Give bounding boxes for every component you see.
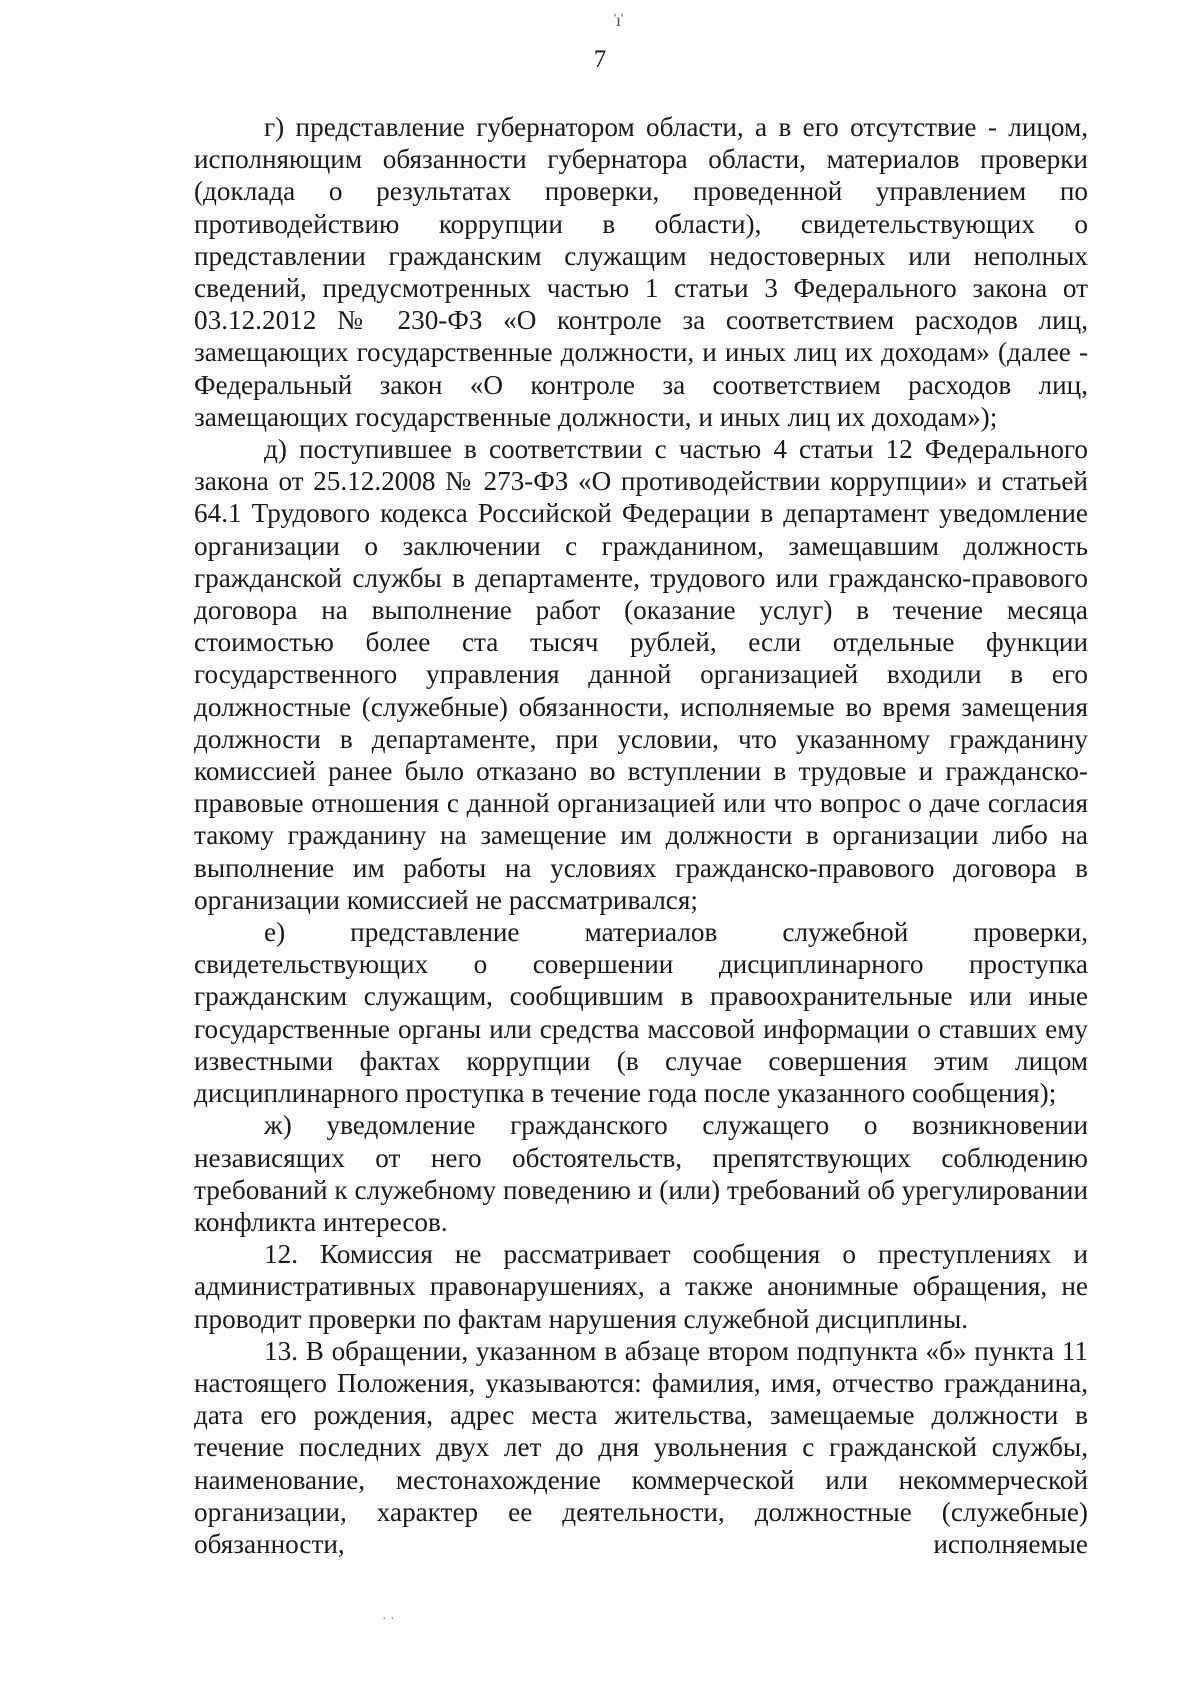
scan-dots: · · — [382, 1612, 395, 1627]
paragraph-13: 13. В обращении, указанном в абзаце втором подпункта «б» пункта 11 настоящего Положения, указываются: фамилия, имя, отчество гражданина, дата его рождения, адрес места жительства, замещаемые должности в течение последних двух лет до дня увольнения с гражданской службы, наименование, местонахождение коммерческой или некоммерческой организации, характер ее деятельности, должностные (служебные) обязанности, исполняемые — [194, 1335, 1088, 1559]
paragraph-g: г) представление губернатором области, а в его отсутствие - лицом, исполняющим обязанности губернатора области, материалов проверки (доклада о результатах проверки, проведенной управлением по противодействию коррупции в области), свидетельствующих о представлении гражданским служащим недостоверных или неполных сведений, предусмотренных частью 1 статьи 3 Федерального закона от 03.12.2012 № 230-ФЗ «О контроле за соответствием расходов лиц, замещающих государственные должности, и иных лиц их доходам» (далее - Федеральный закон «О контроле за соответствием расходов лиц, замещающих государственные должности, и иных лиц их доходам»); — [194, 112, 1088, 432]
page-number: 7 — [593, 46, 607, 73]
paragraph-zh: ж) уведомление гражданского служащего о возникновении независящих от него обстоятельств, препятствующих соблюдению требований к служебному поведению и (или) требований об урегулировании конфликта интересов. — [194, 1110, 1088, 1237]
paragraph-12: 12. Комиссия не рассматривает сообщения о преступлениях и административных правонарушениях, а также анонимные обращения, не проводит проверки по фактам нарушения служебной дисциплины. — [194, 1239, 1088, 1334]
body-text — [194, 111, 1088, 1560]
scan-mark: ˈıˈ — [612, 10, 623, 30]
paragraph-d: д) поступившее в соответствии с частью 4 статьи 12 Федерального закона от 25.12.2008 № 273-ФЗ «О противодействии коррупции» и статьей 64.1 Трудового кодекса Российской Федерации в департамент уведомление организации о заключении с гражданином, замещавшим должность гражданской службы в департаменте, трудового или гражданско-правового договора на выполнение работ (оказание услуг) в течение месяца стоимостью более ста тысяч рублей, если отдельные функции государственного управления данной организацией входили в его должностные (служебные) обязанности, исполняемые во время замещения должности в департаменте, при условии, что указанному гражданину комиссией ранее было отказано во вступлении в трудовые и гражданско-правовые отношения с данной организацией или что вопрос о даче согласия такому гражданину на замещение им должности в организации либо на выполнение им работы на условиях гражданско-правового договора в организации комиссией не рассматривался; — [194, 434, 1088, 915]
paragraph-e: е) представление материалов служебной проверки, свидетельствующих о совершении дисциплинарного проступка гражданским служащим, сообщившим в правоохранительные или иные государственные органы или средства массовой информации о ставших ему известными фактах коррупции (в случае совершения этим лицом дисциплинарного проступка в течение года после указанного сообщения); — [194, 917, 1088, 1109]
